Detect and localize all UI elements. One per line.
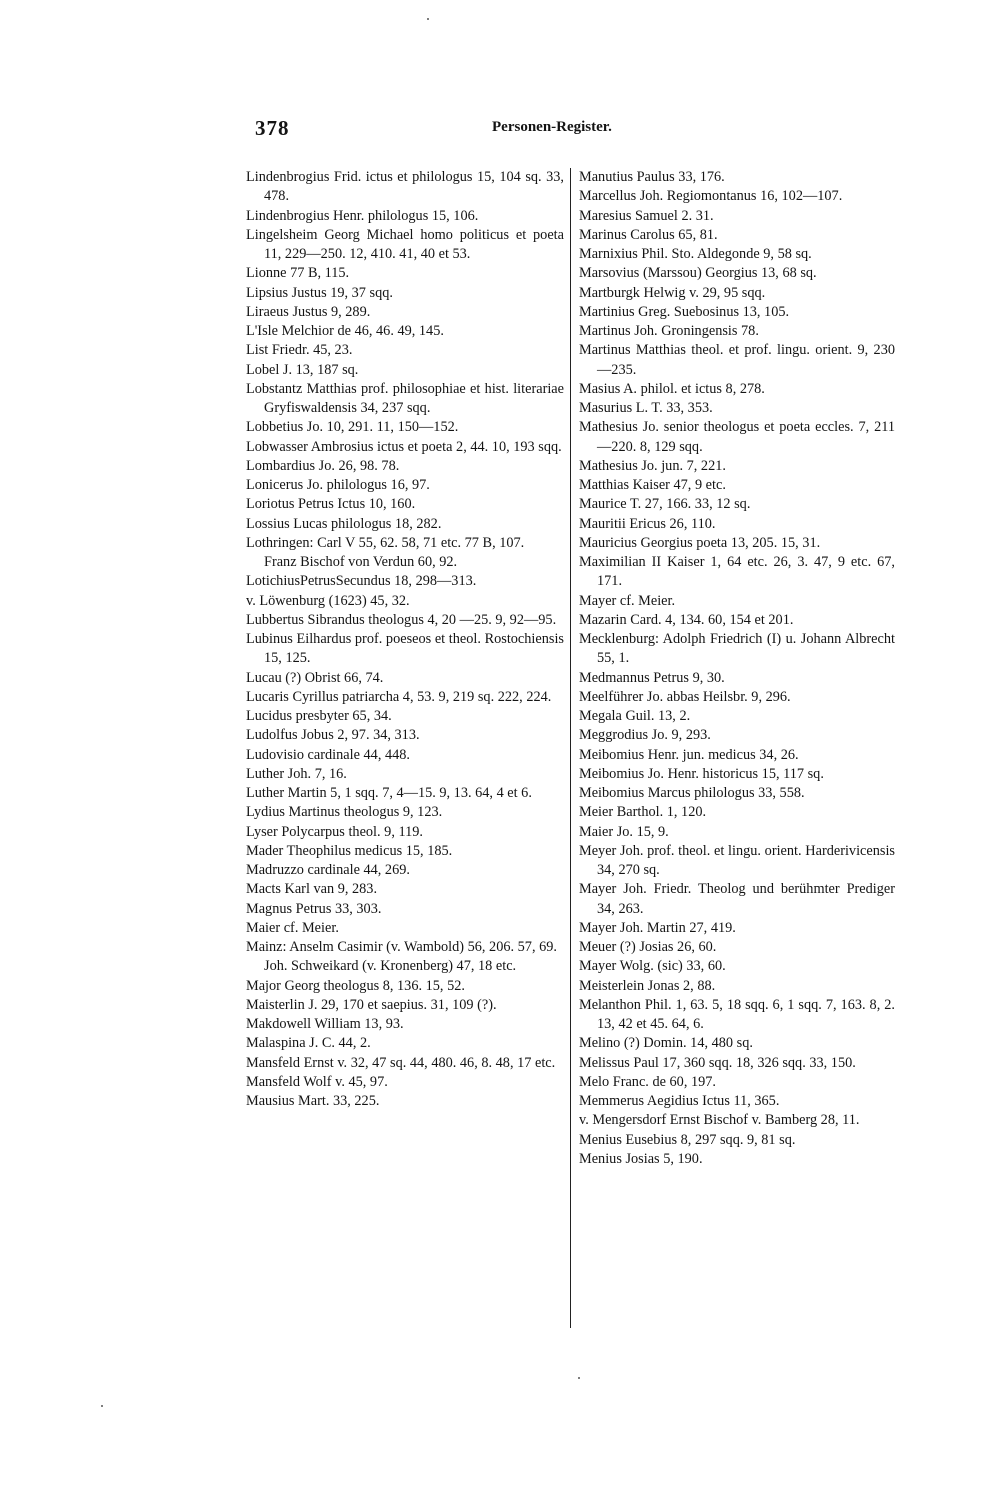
index-entry: Meier Barthol. 1, 120.: [579, 804, 707, 821]
index-entry: Lombardius Jo. 26, 98. 78.: [246, 457, 400, 474]
index-entry: Lubinus Eilhardus prof. poeseos et theol. Rostochiensis 15, 125.: [246, 631, 564, 667]
index-entry: Meelführer Jo. abbas Heilsbr. 9, 296.: [579, 688, 791, 705]
index-entry: Joh. Schweikard (v. Kronenberg) 47, 18 etc.: [264, 958, 517, 975]
index-entry: Mauricius Georgius poeta 13, 205. 15, 31.: [579, 534, 821, 551]
index-entry: Malaspina J. C. 44, 2.: [246, 1035, 371, 1052]
index-entry: Mader Theophilus medicus 15, 185.: [246, 842, 453, 859]
index-entry: Magnus Petrus 33, 303.: [246, 900, 382, 917]
index-entry: Maximilian II Kaiser 1, 64 etc. 26, 3. 47, 9 etc. 67, 171.: [579, 554, 895, 590]
index-entry: Major Georg theologus 8, 136. 15, 52.: [246, 977, 465, 994]
index-entry: Mayer Joh. Martin 27, 419.: [579, 919, 736, 936]
index-entry: Meibomius Marcus philologus 33, 558.: [579, 785, 805, 801]
index-entry: Mathesius Jo. jun. 7, 221.: [579, 457, 726, 474]
index-entry: Menius Eusebius 8, 297 sqq. 9, 81 sq.: [579, 1131, 796, 1148]
index-entry: L'Isle Melchior de 46, 46. 49, 145.: [246, 323, 444, 339]
index-entry: Lucau (?) Obrist 66, 74.: [246, 669, 384, 686]
index-entry: Macts Karl van 9, 283.: [246, 881, 378, 898]
index-entry: v. Mengersdorf Ernst Bischof v. Bamberg 28, 11.: [579, 1112, 860, 1129]
index-entry: Marsovius (Marssou) Georgius 13, 68 sq.: [579, 265, 817, 282]
index-entry: Lobel J. 13, 187 sq.: [246, 361, 359, 378]
index-entry: Maier Jo. 15, 9.: [579, 823, 669, 840]
index-entry: Lubbertus Sibrandus theologus 4, 20 —25. 9, 92—95.: [246, 611, 557, 628]
index-entry: Madruzzo cardinale 44, 269.: [246, 862, 410, 878]
index-entry: Maresius Samuel 2. 31.: [579, 207, 714, 224]
index-entry: Luther Martin 5, 1 sqq. 7, 4—15. 9, 13. 64, 4 et 6.: [246, 785, 532, 801]
index-entry: Lucaris Cyrillus patriarcha 4, 53. 9, 219 sq. 222, 224.: [246, 688, 552, 705]
index-entry: Melino (?) Domin. 14, 480 sq.: [579, 1035, 753, 1052]
index-entry: Ludolfus Jobus 2, 97. 34, 313.: [246, 727, 420, 744]
index-entry: Lonicerus Jo. philologus 16, 97.: [246, 477, 430, 493]
index-entry: Martburgk Helwig v. 29, 95 sqq.: [579, 284, 766, 301]
running-head: Personen-Register.: [492, 119, 612, 135]
index-entry: LotichiusPetrusSecundus 18, 298—313.: [246, 573, 477, 590]
page-number: 378: [255, 116, 290, 140]
index-entry: Manutius Paulus 33, 176.: [579, 169, 725, 185]
index-entry: Lobbetius Jo. 10, 291. 11, 150—152.: [246, 419, 459, 436]
index-entry: Matthias Kaiser 47, 9 etc.: [579, 477, 726, 493]
index-entry: Martinius Greg. Suebosinus 13, 105.: [579, 303, 790, 320]
left-column: [246, 168, 564, 1111]
index-entry: Lydius Martinus theologus 9, 123.: [246, 804, 443, 821]
index-entry: Lindenbrogius Frid. ictus et philologus 15, 104 sq. 33, 478.: [246, 169, 564, 205]
index-entry: Menius Josias 5, 190.: [579, 1150, 703, 1167]
index-entry: Lindenbrogius Henr. philologus 15, 106.: [246, 207, 479, 224]
index-entry: Makdowell William 13, 93.: [246, 1016, 404, 1032]
index-entry: Marcellus Joh. Regiomontanus 16, 102—107.: [579, 188, 843, 205]
scan-speck: [101, 1405, 103, 1407]
index-entry: Mansfeld Ernst v. 32, 47 sq. 44, 480. 46, 8. 48, 17 etc.: [246, 1054, 556, 1071]
index-entry: Luther Joh. 7, 16.: [246, 765, 347, 782]
right-column: [579, 168, 895, 1169]
index-entry: Melanthon Phil. 1, 63. 5, 18 sqq. 6, 1 sqq. 7, 163. 8, 2. 13, 42 et 45. 64, 6.: [579, 996, 895, 1032]
index-entry: Liraeus Justus 9, 289.: [246, 303, 371, 320]
index-entry: Megala Guil. 13, 2.: [579, 708, 691, 724]
index-entry: Lobstantz Matthias prof. philosophiae et hist. literariae Gryfiswaldensis 34, 237 sqq.: [246, 380, 564, 416]
index-entry: Mansfeld Wolf v. 45, 97.: [246, 1073, 388, 1090]
column-rule: [570, 168, 571, 1328]
index-entry: Ludovisio cardinale 44, 448.: [246, 746, 410, 763]
index-entry: Memmerus Aegidius Ictus 11, 365.: [579, 1093, 780, 1109]
index-entry: Maier cf. Meier.: [246, 919, 339, 936]
index-entry: List Friedr. 45, 23.: [246, 342, 353, 359]
index-entry: v. Löwenburg (1623) 45, 32.: [246, 592, 410, 609]
index-entry: Lyser Polycarpus theol. 9, 119.: [246, 823, 423, 840]
index-entry: Martinus Matthias theol. et prof. lingu. orient. 9, 230—235.: [579, 342, 895, 378]
index-entry: Meggrodius Jo. 9, 293.: [579, 727, 711, 744]
index-entry: Medmannus Petrus 9, 30.: [579, 669, 725, 686]
index-entry: Lucidus presbyter 65, 34.: [246, 708, 392, 724]
index-entry: Maisterlin J. 29, 170 et saepius. 31, 109 (?).: [246, 996, 497, 1013]
index-entry: Lingelsheim Georg Michael homo politicus et poeta 11, 229—250. 12, 410. 41, 40 et 53.: [246, 226, 564, 262]
index-entry: Meyer Joh. prof. theol. et lingu. orient. Harderivicensis 34, 270 sq.: [579, 842, 895, 878]
index-entry: Loriotus Petrus Ictus 10, 160.: [246, 496, 416, 513]
index-entry: Mathesius Jo. senior theologus et poeta eccles. 7, 211—220. 8, 129 sqq.: [579, 419, 895, 455]
index-entry: Maurice T. 27, 166. 33, 12 sq.: [579, 496, 751, 513]
index-entry: Mainz: Anselm Casimir (v. Wambold) 56, 206. 57, 69.: [246, 939, 557, 955]
scan-speck: [427, 18, 429, 20]
scan-speck: [578, 1377, 580, 1379]
index-entry: Masius A. philol. et ictus 8, 278.: [579, 380, 765, 397]
index-entry: Meuer (?) Josias 26, 60.: [579, 939, 717, 955]
index-entry: Mayer cf. Meier.: [579, 592, 676, 609]
index-entry: Mazarin Card. 4, 134. 60, 154 et 201.: [579, 611, 794, 628]
index-entry: Lipsius Justus 19, 37 sqq.: [246, 284, 393, 301]
index-entry: Martinus Joh. Groningensis 78.: [579, 323, 759, 339]
index-entry: Lobwasser Ambrosius ictus et poeta 2, 44. 10, 193 sqq.: [246, 438, 562, 455]
index-entry: Lothringen: Carl V 55, 62. 58, 71 etc. 77 B, 107.: [246, 534, 525, 551]
index-entry: Lionne 77 B, 115.: [246, 265, 350, 282]
index-entry: Marinus Carolus 65, 81.: [579, 226, 718, 243]
index-entry: Franz Bischof von Verdun 60, 92.: [264, 554, 458, 570]
index-entry: Meibomius Jo. Henr. historicus 15, 117 sq.: [579, 765, 824, 782]
index-entry: Meibomius Henr. jun. medicus 34, 26.: [579, 746, 799, 763]
index-entry: Melissus Paul 17, 360 sqq. 18, 326 sqq. 33, 150.: [579, 1054, 856, 1071]
index-entry: Marnixius Phil. Sto. Aldegonde 9, 58 sq.: [579, 246, 812, 262]
index-entry: Mayer Wolg. (sic) 33, 60.: [579, 958, 726, 975]
index-entry: Mausius Mart. 33, 225.: [246, 1093, 380, 1109]
index-entry: Mauritii Ericus 26, 110.: [579, 515, 716, 532]
index-entry: Meisterlein Jonas 2, 88.: [579, 977, 716, 994]
index-entry: Melo Franc. de 60, 197.: [579, 1073, 716, 1090]
index-entry: Masurius L. T. 33, 353.: [579, 400, 713, 416]
index-entry: Mecklenburg: Adolph Friedrich (I) u. Johann Albrecht 55, 1.: [579, 631, 895, 667]
index-entry: Mayer Joh. Friedr. Theolog und berühmter Prediger 34, 263.: [579, 881, 895, 917]
index-entry: Lossius Lucas philologus 18, 282.: [246, 515, 442, 532]
